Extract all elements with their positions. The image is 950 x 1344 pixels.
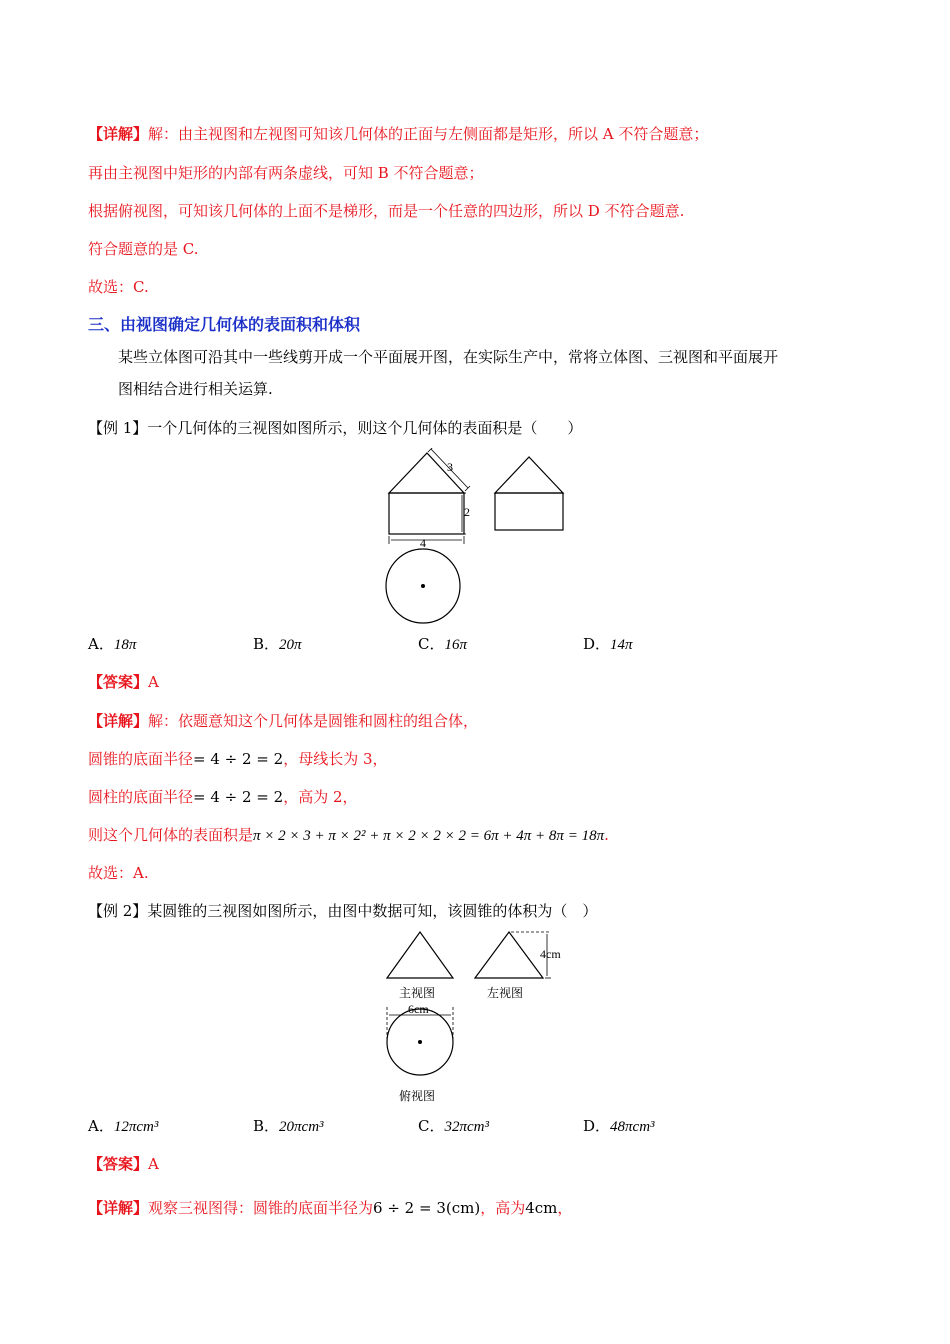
width-dimension (389, 536, 464, 544)
prev-detail-line2: 再由主视图中矩形的内部有两条虚线，可知 B 不符合题意； (88, 164, 484, 182)
example2-height-label: 4cm (540, 947, 561, 961)
height-label: 2 (464, 505, 470, 519)
section-intro-line2: 图相结合进行相关运算. (118, 380, 273, 398)
example2-option-a[interactable]: A．12πcm³ (88, 1117, 159, 1135)
example1-detail-line4: 则这个几何体的表面积是π × 2 × 3 + π × 2² + π × 2 × 2 × 2 = 6π + 4π + 8π = 18π. (88, 826, 609, 844)
top-view-label: 俯视图 (399, 1089, 436, 1103)
prev-detail-line1: 【详解】解：由主视图和左视图可知该几何体的正面与左侧面都是矩形，所以 A 不符合题意； (88, 125, 709, 143)
left-view-label: 左视图 (487, 986, 524, 1000)
example2-left-view (475, 932, 543, 978)
example2-diameter-label: 6cm (408, 1002, 429, 1016)
example1-detail-line1: 【详解】解：依题意知这个几何体是圆锥和圆柱的组合体， (88, 712, 479, 730)
example2-figure (380, 925, 580, 1110)
example1-figure (380, 448, 580, 628)
example1-option-c[interactable]: C．16π (418, 635, 467, 653)
prev-detail-line3: 根据俯视图，可知该几何体的上面不是梯形，而是一个任意的四边形，所以 D 不符合题意. (88, 202, 685, 220)
width-label: 4 (420, 536, 426, 550)
front-view-rectangle (389, 493, 464, 534)
prev-detail-line4: 符合题意的是 C. (88, 240, 199, 258)
example2-question: 【例 2】某圆锥的三视图如图所示，由图中数据可知，该圆锥的体积为（ ） (88, 902, 598, 920)
example1-question: 【例 1】一个几何体的三视图如图所示，则这个几何体的表面积是（ ） (88, 419, 583, 437)
example1-detail-line3: 圆柱的底面半径= 4 ÷ 2 = 2，高为 2， (88, 788, 358, 806)
example2-option-d[interactable]: D．48πcm³ (583, 1117, 655, 1135)
example2-top-view-center-dot (418, 1040, 422, 1044)
example2-option-b[interactable]: B．20πcm³ (253, 1117, 324, 1135)
top-view-center-dot (421, 584, 425, 588)
section-intro-line1: 某些立体图可沿其中一些线剪开成一个平面展开图，在实际生产中，常将立体图、三视图和平面展开 (118, 348, 779, 366)
example2-answer: 【答案】A (88, 1155, 159, 1173)
example1-option-b[interactable]: B．20π (253, 635, 302, 653)
example1-option-d[interactable]: D．14π (583, 635, 633, 653)
detail-tag: 【详解】 (88, 125, 149, 143)
example1-conclusion: 故选：A. (88, 864, 149, 882)
prev-detail-line5: 故选：C. (88, 278, 149, 296)
example2-front-view (387, 932, 453, 978)
example1-option-a[interactable]: A．18π (88, 635, 137, 653)
example2-detail: 【详解】观察三视图得：圆锥的底面半径为6 ÷ 2 = 3(cm)，高为4cm， (88, 1199, 573, 1217)
example1-detail-line2: 圆锥的底面半径= 4 ÷ 2 = 2，母线长为 3， (88, 750, 388, 768)
example2-option-c[interactable]: C．32πcm³ (418, 1117, 489, 1135)
slant-label: 3 (447, 460, 453, 474)
front-view-label: 主视图 (399, 986, 436, 1000)
section-title: 三、由视图确定几何体的表面积和体积 (88, 315, 361, 334)
example1-top-view (386, 549, 460, 623)
example1-answer: 【答案】A (88, 673, 159, 691)
example1-left-view (495, 457, 563, 530)
